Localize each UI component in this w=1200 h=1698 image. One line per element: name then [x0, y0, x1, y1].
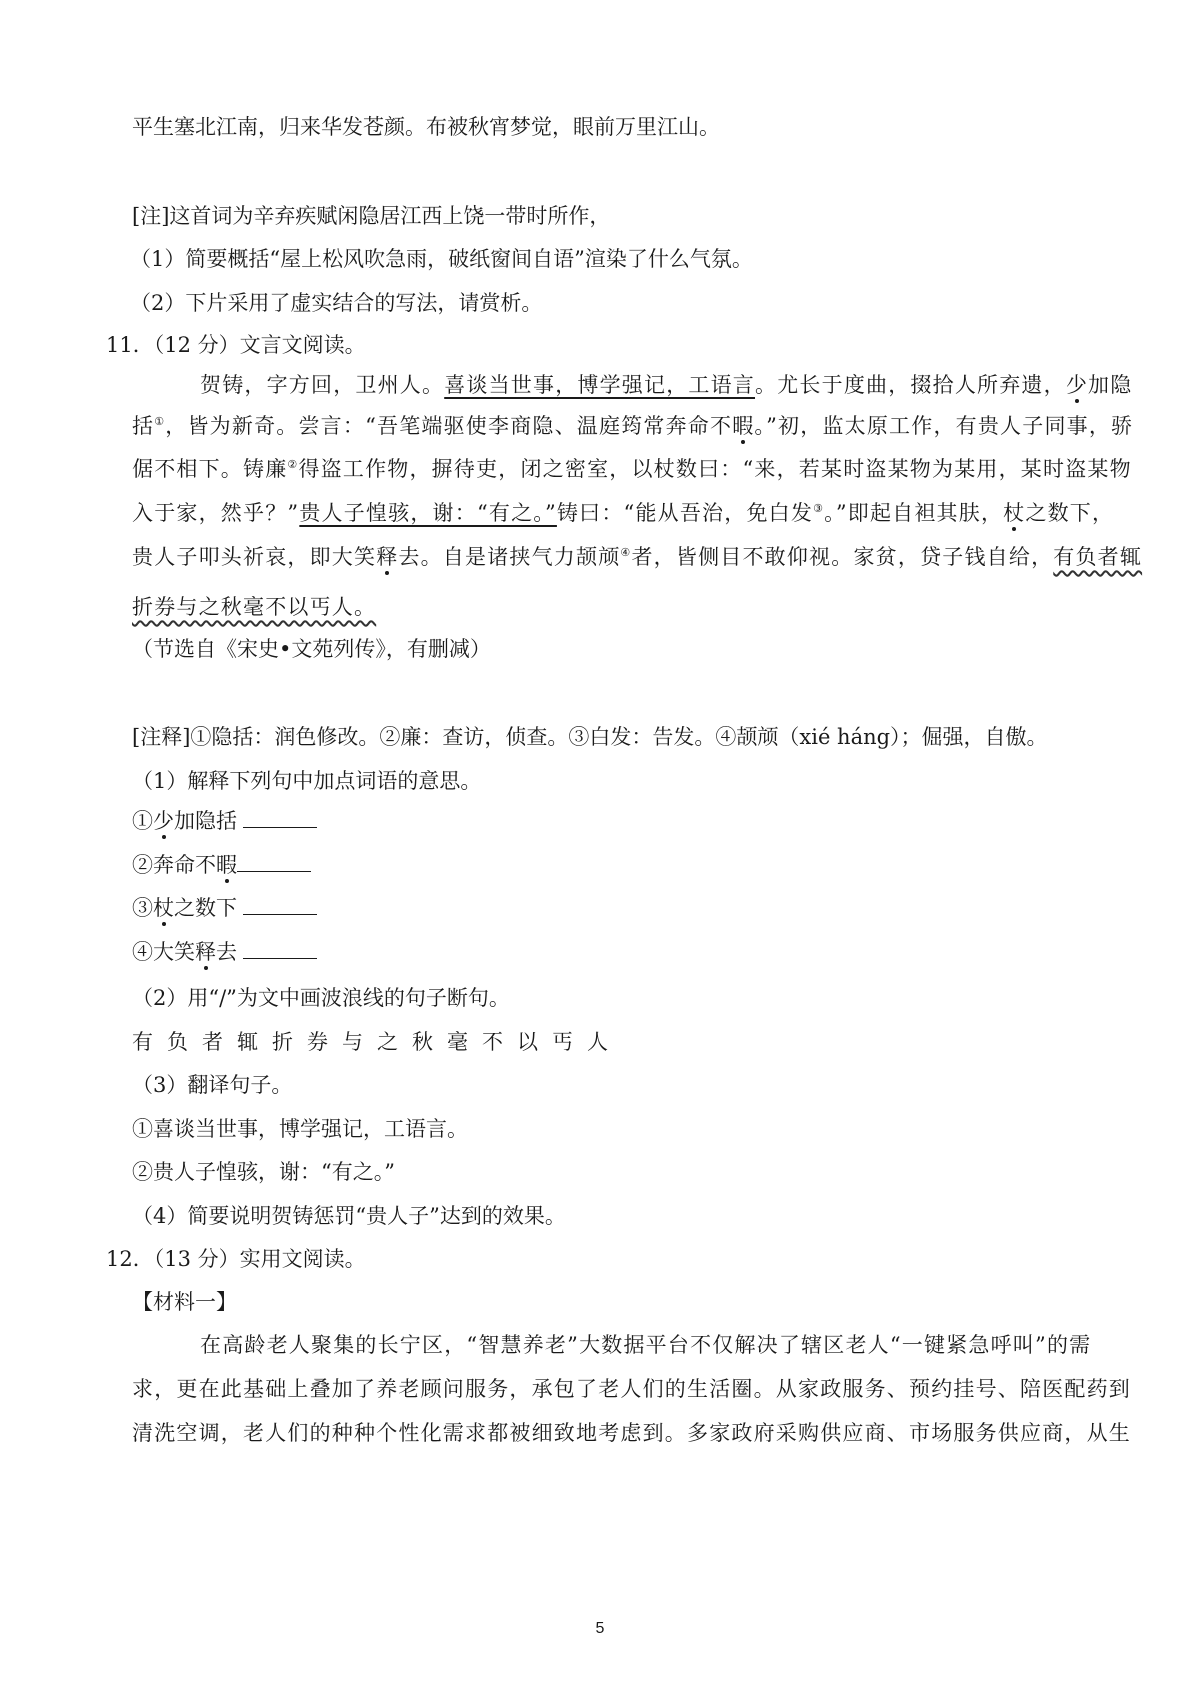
q11-sub1: （1）解释下列句中加点词语的意思。 [132, 769, 482, 793]
q10-sub1: （1）简要概括“屋上松风吹急雨，破纸窗间自语”渲染了什么气氛。 [130, 247, 753, 271]
passage-line-5: 贵人子叩头祈哀，即大笑释去。自是诸挟气力颉颃④者，皆侧目不敢仰视。家贫，贷子钱自给，有负者辄 [132, 545, 1143, 569]
passage-line-6 [132, 592, 376, 622]
dotted-char: 释 [195, 940, 216, 964]
punctuation-exercise: 有负者辄折券与之秋毫不以丐人 [132, 1030, 622, 1054]
material-label: 【材料一】 [132, 1290, 237, 1314]
answer-blank[interactable] [243, 938, 317, 959]
q10-sub2: （2）下片采用了虚实结合的写法，请赏析。 [130, 291, 543, 315]
passage-line-2: 括①，皆为新奇。尝言：“吾笔端驱使李商隐、温庭筠常奔命不暇。”初，监太原工作，有贵人子同事，骄 [132, 414, 1134, 438]
underlined-sentence-1: 喜谈当世事，博学强记，工语言 [444, 373, 756, 397]
poem-line: 平生塞北江南，归来华发苍颜。布被秋宵梦觉，眼前万里江山。 [132, 115, 720, 139]
material-line-3: 清洗空调，老人们的种种个性化需求都被细致地考虑到。多家政府采购供应商、市场服务供应商，从生 [132, 1421, 1131, 1445]
wavy-sentence-part-1: 有负者辄 [1053, 545, 1143, 569]
footnote-marker: ② [287, 458, 299, 471]
passage-line-4: 入于家，然乎？”贵人子惶骇，谢：“有之。”铸曰：“能从吾治，免白发③。”即起自袒其肤，杖之数下， [132, 501, 1115, 525]
footnote-marker: ④ [620, 546, 632, 559]
q11-sub2: （2）用“/”为文中画波浪线的句子断句。 [132, 986, 510, 1010]
dotted-char: 释 [376, 545, 399, 569]
item-4: ④大笑释去 [132, 937, 317, 967]
underlined-sentence-2: 贵人子惶骇，谢：“有之。” [299, 501, 557, 525]
dotted-char: 杖 [153, 896, 174, 920]
wavy-sentence-part-2: 折券与之秋毫不以丐人。 [132, 595, 377, 619]
answer-blank[interactable] [243, 807, 317, 828]
dotted-char: 少 [153, 809, 174, 833]
passage-source: （节选自《宋史•文苑列传》，有删减） [132, 637, 491, 661]
poem-note: [注]这首词为辛弃疾赋闲隐居江西上饶一带时所作， [132, 204, 611, 228]
item-2: ②奔命不暇 [132, 850, 311, 880]
dotted-char: 少 [1065, 373, 1089, 397]
footnote-marker: ③ [813, 502, 825, 515]
dotted-char: 暇 [216, 853, 237, 877]
footnote-marker: ① [154, 415, 166, 428]
answer-blank[interactable] [237, 851, 311, 872]
item-1: ①少加隐括 [132, 806, 317, 836]
material-line-1: 在高龄老人聚集的长宁区，“智慧养老”大数据平台不仅解决了辖区老人“一键紧急呼叫”的需 [200, 1333, 1092, 1357]
passage-line-1: 贺铸，字方回，卫州人。喜谈当世事，博学强记，工语言。尤长于度曲，掇拾人所弃遗，少加隐 [200, 373, 1133, 397]
translate-1: ①喜谈当世事，博学强记，工语言。 [132, 1117, 468, 1141]
q12-heading: 12．（13 分）实用文阅读。 [106, 1247, 366, 1271]
page-number: 5 [595, 1620, 605, 1637]
annotation: [注释]①隐括：润色修改。②廉：查访，侦查。③白发：告发。④颉颃（xié háng）；倔强，自傲。 [132, 725, 1048, 749]
material-line-2: 求，更在此基础上叠加了养老顾问服务，承包了老人们的生活圈。从家政服务、预约挂号、陪医配药到 [132, 1377, 1131, 1401]
q11-sub4: （4）简要说明贺铸惩罚“贵人子”达到的效果。 [132, 1204, 566, 1228]
item-3: ③杖之数下 [132, 893, 317, 923]
dotted-char: 杖 [1003, 501, 1026, 525]
dotted-char: 暇 [732, 414, 755, 438]
translate-2: ②贵人子惶骇，谢：“有之。” [132, 1160, 395, 1184]
q11-heading: 11．（12 分）文言文阅读。 [106, 333, 366, 357]
q11-sub3: （3）翻译句子。 [132, 1073, 293, 1097]
passage-line-3: 倨不相下。铸廉②得盗工作物，摒待吏，闭之密室，以杖数曰：“来，若某时盗某物为某用，某时盗某物 [132, 457, 1132, 481]
answer-blank[interactable] [243, 894, 317, 915]
